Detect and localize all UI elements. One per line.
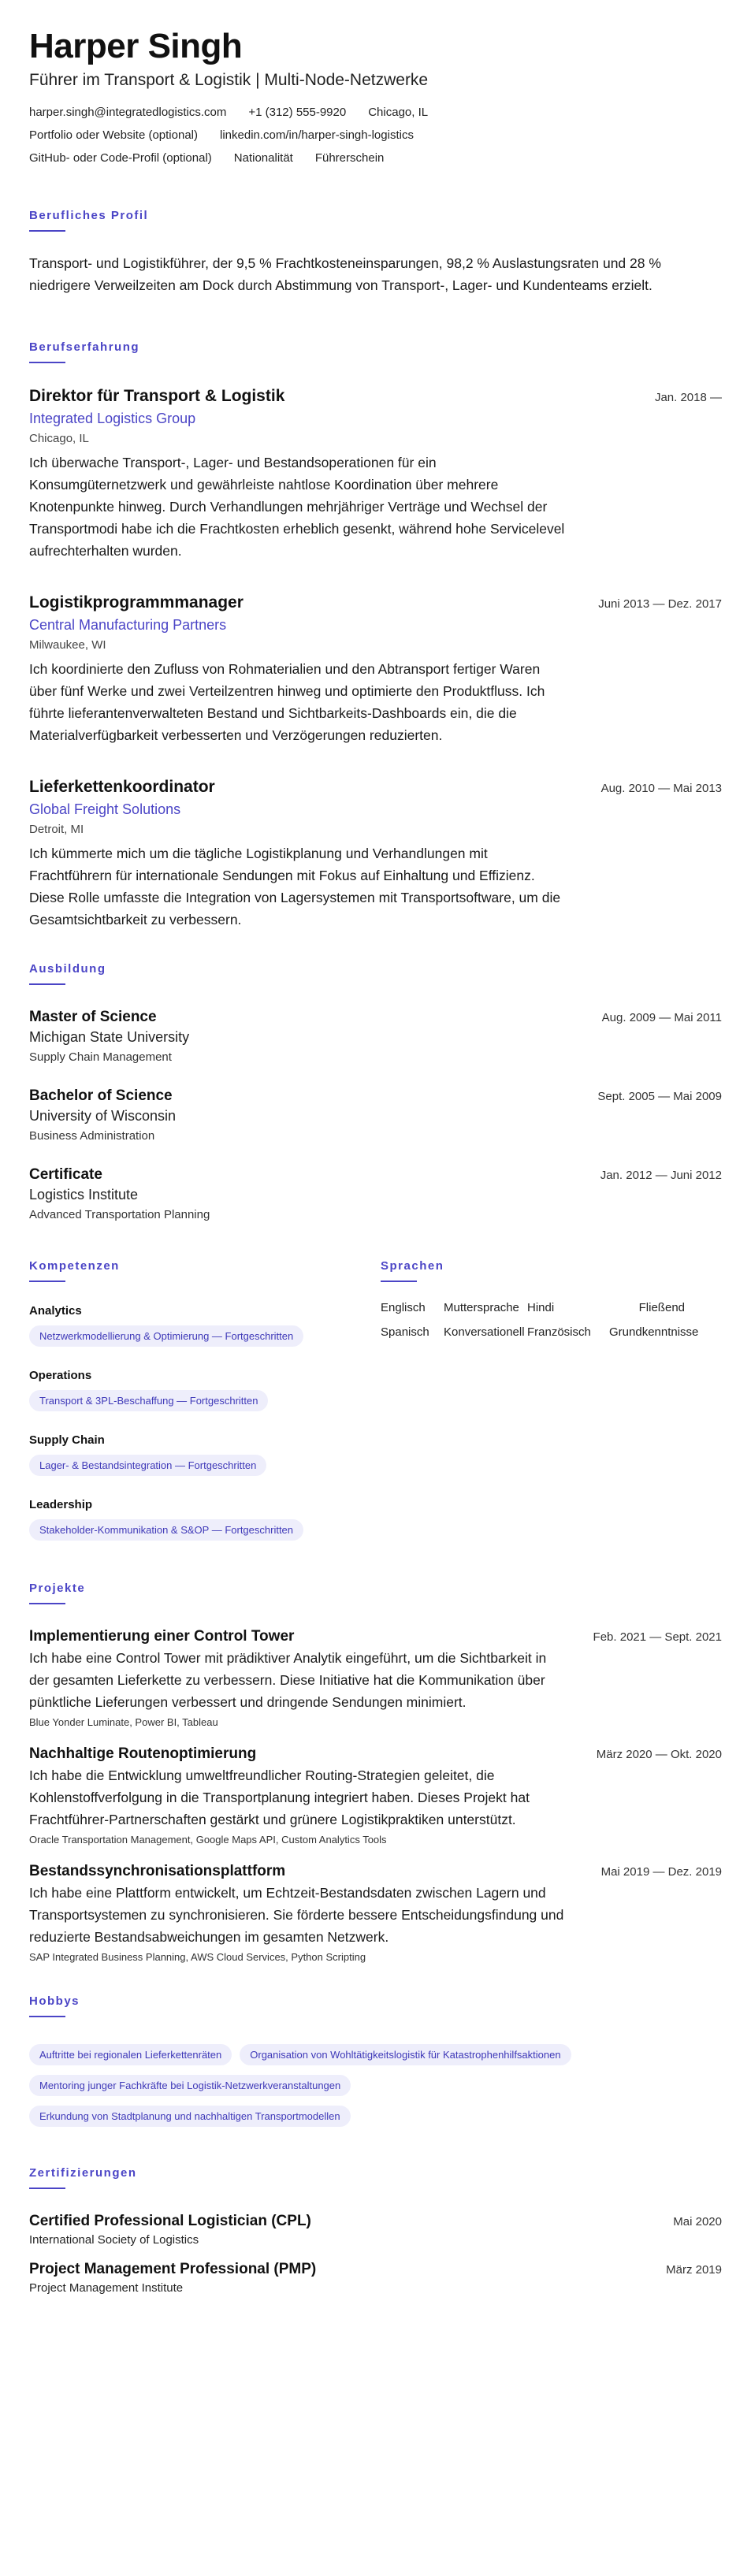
project-title: Bestandssynchronisationsplattform [29, 1863, 286, 1880]
section-divider [29, 230, 65, 232]
skill-chip: Transport & 3PL-Beschaffung — Fortgeschritten [29, 1390, 268, 1411]
job-title: Direktor für Transport & Logistik [29, 387, 285, 406]
location: Chicago, IL [368, 106, 429, 120]
hobby-chip: Erkundung von Stadtplanung und nachhaltigen Transportmodellen [29, 2106, 351, 2127]
language-name: Französisch [527, 1325, 591, 1340]
job-description: Ich überwache Transport-, Lager- und Bestandsoperationen für ein Konsumgüternetzwerk und gewährleiste nahtlose Koordination über mehrere Knotenpunkte hinweg. Durch Verhandlungen mehrjähriger Verträge und Wechsel der Transportmodi habe ich die Frachtkosten erheblich gesenkt, während hohe Servicelevel aufrechterhalten wurden. [29, 455, 565, 559]
language-name: Hindi [527, 1301, 555, 1315]
candidate-name: Harper Singh [29, 27, 243, 65]
job-dates: Aug. 2010 — Mai 2013 [600, 782, 722, 796]
skill-group [29, 1498, 381, 1541]
section-title: Hobbys [29, 1994, 80, 2009]
education-section [29, 962, 722, 1221]
language-level: Muttersprache [444, 1301, 519, 1315]
company-name: Integrated Logistics Group [29, 411, 196, 427]
section-title: Zertifizierungen [29, 2166, 137, 2180]
certifications-section [29, 2166, 722, 2295]
language-level: Grundkenntnisse [609, 1325, 699, 1340]
language-level: Fließend [638, 1301, 685, 1315]
education-dates: Sept. 2005 — Mai 2009 [597, 1090, 722, 1104]
section-divider [29, 2016, 65, 2017]
portfolio-link[interactable]: Portfolio oder Website (optional) [29, 128, 198, 143]
job-dates: Juni 2013 — Dez. 2017 [598, 597, 722, 611]
project-entry [29, 1745, 722, 1846]
profile-section [29, 209, 722, 296]
project-dates: Mai 2019 — Dez. 2019 [600, 1865, 722, 1879]
email: harper.singh@integratedlogistics.com [29, 106, 227, 120]
job-location: Milwaukee, WI [29, 638, 106, 652]
hobby-chip: Mentoring junger Fachkräfte bei Logistik-Netzwerkveranstaltungen [29, 2075, 351, 2096]
education-dates: Jan. 2012 — Juni 2012 [600, 1169, 722, 1183]
skill-chip: Stakeholder-Kommunikation & S&OP — Fortgeschritten [29, 1519, 303, 1541]
education-entry [29, 1087, 722, 1143]
field-of-study: Business Administration [29, 1129, 155, 1143]
field-of-study: Supply Chain Management [29, 1050, 172, 1065]
certification-date: Mai 2020 [673, 2215, 722, 2229]
certification-name: Certified Professional Logistician (CPL) [29, 2213, 311, 2230]
project-description: Ich habe die Entwicklung umweltfreundlicher Routing-Strategien geleitet, die Kohlenstoffverfolgung in die Transportplanung integriert haben. Dieses Projekt hat Frachtführer-Partnerschaften gestärkt und grünere Logistikpraktiken unterstützt. [29, 1768, 530, 1828]
language-list [381, 1301, 722, 1339]
github-link[interactable]: GitHub- oder Code-Profil (optional) [29, 151, 212, 165]
field-of-study: Advanced Transportation Planning [29, 1208, 210, 1222]
company-name: Central Manufacturing Partners [29, 617, 227, 634]
section-divider [381, 1281, 417, 1282]
project-title: Implementierung einer Control Tower [29, 1628, 295, 1645]
education-entry [29, 1009, 722, 1064]
job-description: Ich koordinierte den Zufluss von Rohmaterialien und den Abtransport fertiger Waren über fünf Werke und zwei Verteilzentren hinweg und optimierte den Produktfluss. Ich führte lieferantenverwalteten Bestand und Sichtbarkeits-Dashboards ein, die die Materialverfügbarkeit verbesserten und Verzögerungen reduzierten. [29, 661, 545, 744]
school-name: Michigan State University [29, 1029, 190, 1046]
experience-section [29, 340, 722, 931]
projects-section [29, 1582, 722, 1963]
section-divider [29, 983, 65, 985]
hobby-chip: Auftritte bei regionalen Lieferkettenräten [29, 2044, 232, 2065]
skill-chip: Lager- & Bestandsintegration — Fortgeschritten [29, 1455, 266, 1476]
project-dates: Feb. 2021 — Sept. 2021 [593, 1630, 722, 1645]
job-title: Logistikprogrammmanager [29, 593, 244, 612]
job-title: Lieferkettenkoordinator [29, 778, 215, 797]
language-level: Konversationell [444, 1325, 525, 1340]
drivers-license: Führerschein [314, 151, 385, 165]
hobby-chip: Organisation von Wohltätigkeitslogistik für Katastrophenhilfsaktionen [240, 2044, 571, 2065]
section-divider [29, 362, 65, 363]
project-entry [29, 1863, 722, 1963]
job-description: Ich kümmerte mich um die tägliche Logistikplanung und Verhandlungen mit Frachtführern für internationale Sendungen mit Fokus auf Einhaltung und Effizienz. Diese Rolle umfasste die Integration von Lagersystemen mit Transportsoftware, um die Gesamtsichtbarkeit zu verbessern. [29, 846, 561, 928]
certification-name: Project Management Professional (PMP) [29, 2261, 317, 2278]
section-title: Sprachen [381, 1259, 444, 1273]
section-title: Projekte [29, 1582, 86, 1596]
profile-text: Transport- und Logistikführer, der 9,5 % Frachtkosteneinsparungen, 98,2 % Auslastungsraten und 28 % niedrigere Verweilzeiten am Dock durch Abstimmung von Transport-, Lager- und Kundenteams erzielt. [29, 255, 661, 294]
degree: Certificate [29, 1166, 102, 1184]
language-name: Englisch [381, 1301, 426, 1315]
project-tech: SAP Integrated Business Planning, AWS Cloud Services, Python Scripting [29, 1951, 366, 1964]
phone: +1 (312) 555-9920 [248, 106, 347, 120]
skill-group [29, 1369, 381, 1411]
education-entry [29, 1166, 722, 1221]
experience-entry [29, 778, 722, 931]
project-tech: Oracle Transportation Management, Google Maps API, Custom Analytics Tools [29, 1834, 387, 1846]
job-location: Detroit, MI [29, 823, 84, 837]
skill-category: Supply Chain [29, 1433, 105, 1448]
hobby-list [29, 2035, 707, 2127]
project-dates: März 2020 — Okt. 2020 [596, 1748, 722, 1762]
section-divider [29, 2188, 65, 2189]
certification-entry [29, 2213, 722, 2247]
section-divider [29, 1281, 65, 1282]
contact-list [29, 106, 534, 165]
section-title: Kompetenzen [29, 1259, 120, 1273]
linkedin-link[interactable]: linkedin.com/in/harper-singh-logistics [220, 128, 414, 143]
certification-entry [29, 2261, 722, 2295]
certification-issuer: International Society of Logistics [29, 2233, 199, 2247]
project-tech: Blue Yonder Luminate, Power BI, Tableau [29, 1716, 218, 1729]
experience-entry [29, 387, 722, 562]
project-description: Ich habe eine Control Tower mit prädiktiver Analytik eingeführt, um die Sichtbarkeit in der gesamten Lieferkette zu verbessern. Diese Initiative hat die Kommunikation über pünktliche Lieferungen verbessert und dringende Sendungen minimiert. [29, 1650, 547, 1711]
resume-header [29, 28, 722, 165]
school-name: Logistics Institute [29, 1187, 139, 1203]
section-title: Ausbildung [29, 962, 106, 976]
headline: Führer im Transport & Logistik | Multi-Node-Netzwerke [29, 71, 429, 90]
skill-category: Analytics [29, 1304, 82, 1318]
nationality: Nationalität [233, 151, 293, 165]
hobbies-section [29, 1994, 722, 2127]
section-title: Berufliches Profil [29, 209, 149, 223]
degree: Bachelor of Science [29, 1087, 173, 1105]
experience-entry [29, 593, 722, 746]
project-title: Nachhaltige Routenoptimierung [29, 1745, 257, 1763]
certification-issuer: Project Management Institute [29, 2281, 184, 2295]
skill-category: Leadership [29, 1498, 93, 1512]
skills-languages-row [29, 1259, 722, 1541]
project-entry [29, 1628, 722, 1728]
section-title: Berufserfahrung [29, 340, 140, 355]
skills-section [29, 1259, 381, 1541]
skill-group [29, 1433, 381, 1476]
project-description: Ich habe eine Plattform entwickelt, um Echtzeit-Bestandsdaten zwischen Lagern und Transportsystemen zu synchronisieren. Sie förderte bessere Entscheidungsfindung und reduzierte Bestandsabweichungen im gesamten Netzwerk. [29, 1885, 564, 1946]
skill-category: Operations [29, 1369, 92, 1383]
job-dates: Jan. 2018 — [654, 391, 722, 405]
school-name: University of Wisconsin [29, 1108, 177, 1124]
skill-chip: Netzwerkmodellierung & Optimierung — Fortgeschritten [29, 1325, 303, 1347]
company-name: Global Freight Solutions [29, 801, 181, 818]
certification-date: März 2019 [666, 2263, 722, 2277]
job-location: Chicago, IL [29, 432, 89, 446]
section-divider [29, 1603, 65, 1604]
skill-group [29, 1304, 381, 1347]
degree: Master of Science [29, 1009, 157, 1026]
education-dates: Aug. 2009 — Mai 2011 [601, 1011, 722, 1025]
language-name: Spanisch [381, 1325, 429, 1340]
languages-section [381, 1259, 722, 1541]
